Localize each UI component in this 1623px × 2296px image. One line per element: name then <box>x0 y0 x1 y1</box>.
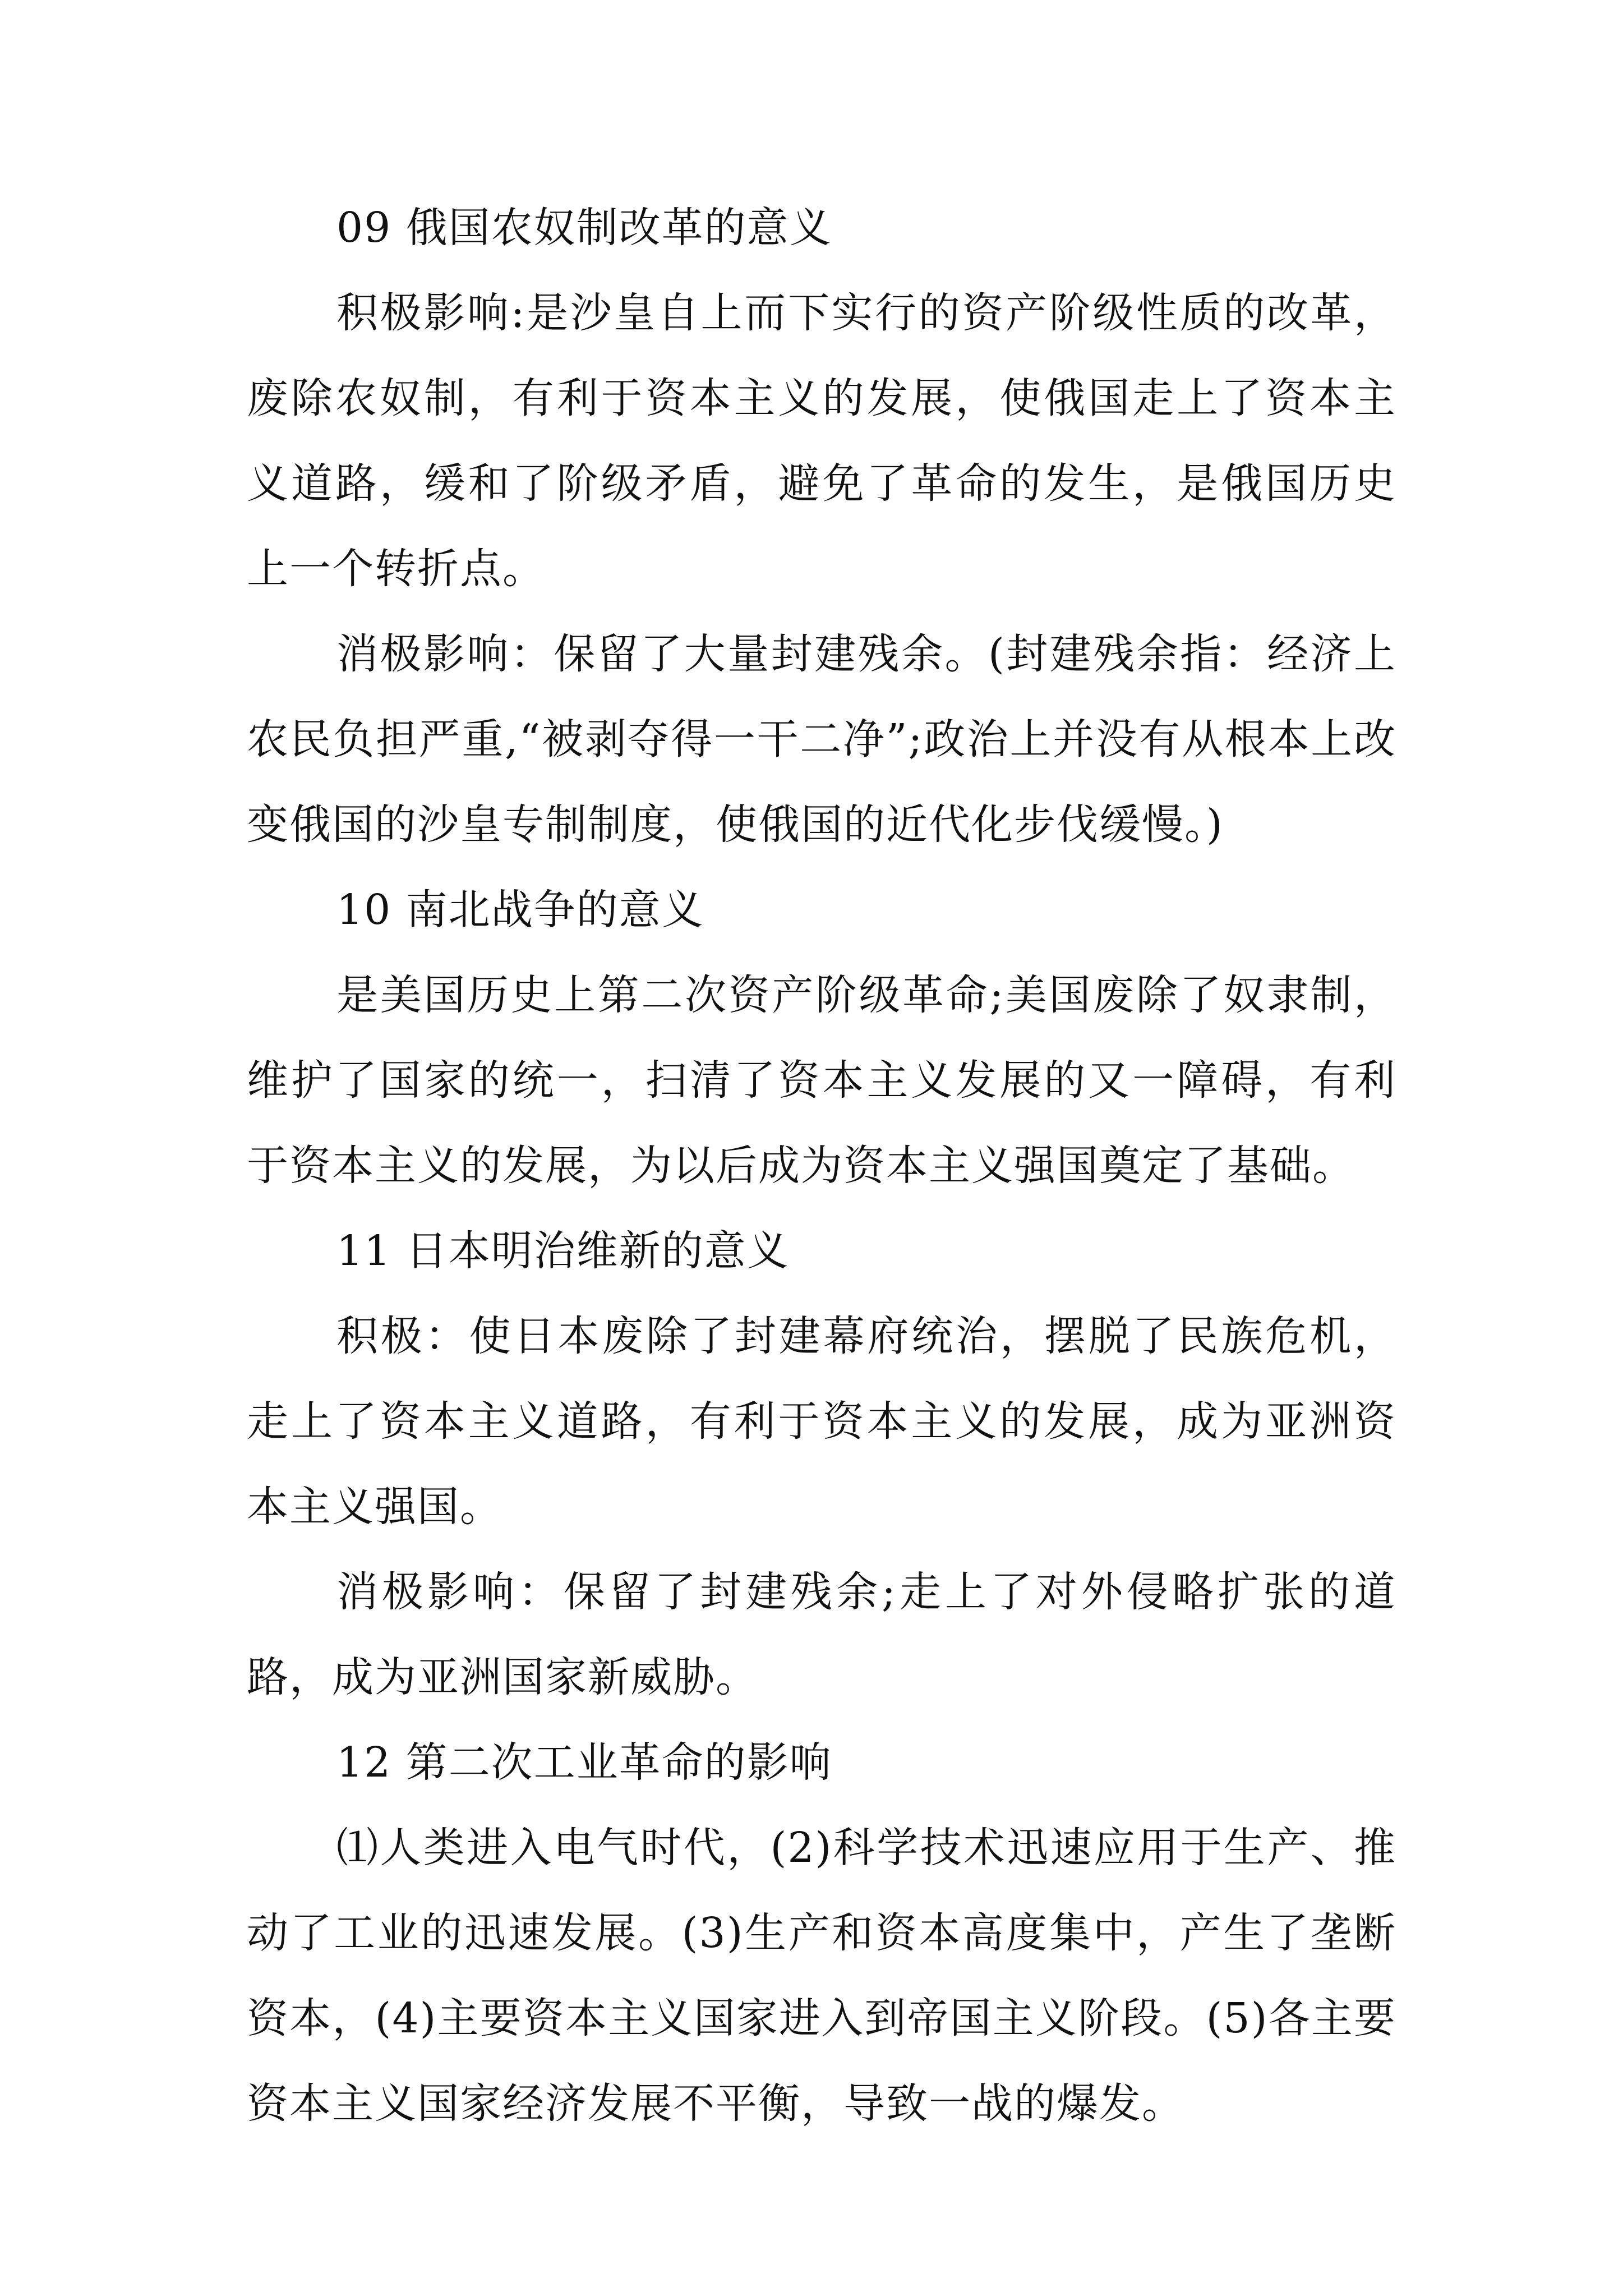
paragraph-meiji-positive: 积极：使日本废除了封建幕府统治，摆脱了民族危机，走上了资本主义道路，有利于资本主义的发展，成为亚洲资本主义强国。 <box>247 1312 1396 1531</box>
paragraph-industrial-revolution: ⑴人类进入电气时代，(2)科学技术迅速应用于生产、推动了工业的迅速发展。(3)生产和资本高度集中，产生了垄断资本，(4)主要资本主义国家进入到帝国主义阶段。(5)各主要资本主义国家经济发展不平衡，导致一战的爆发。 <box>247 1824 1396 2128</box>
section-heading-09: 09 俄国农奴制改革的意义 <box>336 204 832 252</box>
document-body <box>247 185 1396 2146</box>
paragraph-serf-reform-positive: 积极影响:是沙皇自上而下实行的资产阶级性质的改革，废除农奴制，有利于资本主义的发展，使俄国走上了资本主义道路，缓和了阶级矛盾，避免了革命的发生，是俄国历史上一个转折点。 <box>247 289 1396 593</box>
section-heading-10: 10 南北战争的意义 <box>336 886 704 934</box>
paragraph-serf-reform-negative: 消极影响：保留了大量封建残余。(封建残余指：经济上农民负担严重,“被剥夺得一干二净”;政治上并没有从根本上改变俄国的沙皇专制制度，使俄国的近代化步伐缓慢。) <box>247 630 1396 849</box>
paragraph-meiji-negative: 消极影响：保留了封建残余;走上了对外侵略扩张的道路，成为亚洲国家新威胁。 <box>247 1568 1396 1701</box>
section-heading-12: 12 第二次工业革命的影响 <box>336 1738 832 1787</box>
paragraph-civil-war: 是美国历史上第二次资产阶级革命;美国废除了奴隶制，维护了国家的统一，扫清了资本主义发展的又一障碍，有利于资本主义的发展，为以后成为资本主义强国奠定了基础。 <box>247 971 1396 1190</box>
section-heading-11: 11 日本明治维新的意义 <box>336 1227 790 1275</box>
